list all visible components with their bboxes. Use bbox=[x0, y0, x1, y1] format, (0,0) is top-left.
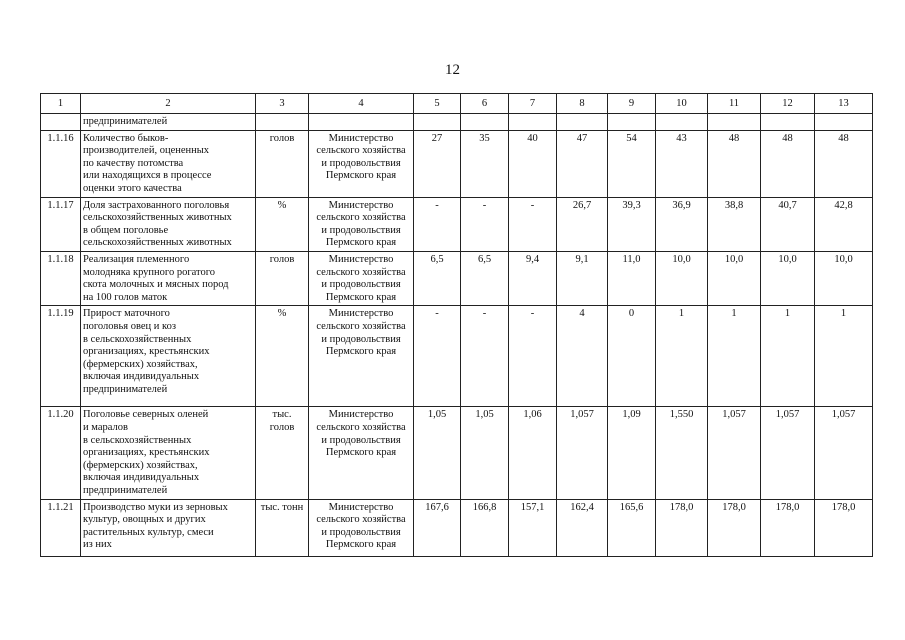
value-cell: 40,7 bbox=[761, 197, 815, 251]
cell-line: включая индивидуальных bbox=[83, 472, 200, 484]
cell-line: и продовольствия bbox=[321, 224, 401, 236]
indicator-name bbox=[81, 407, 256, 499]
continuation-row bbox=[41, 114, 873, 131]
cell-line: сельскохозяйственных животных bbox=[83, 237, 232, 249]
continuation-text: предпринимателей bbox=[81, 114, 256, 131]
empty-cell bbox=[656, 114, 708, 131]
value-cell: 166,8 bbox=[461, 499, 509, 556]
cell-line: Пермского края bbox=[325, 237, 397, 249]
value-cell: 11,0 bbox=[608, 251, 656, 305]
page-number: 12 bbox=[445, 62, 460, 78]
empty-cell bbox=[509, 114, 557, 131]
empty-cell bbox=[309, 114, 414, 131]
indicator-name bbox=[81, 251, 256, 305]
unit-cell bbox=[256, 197, 309, 251]
column-header: 5 bbox=[414, 94, 461, 114]
cell-line: на 100 голов маток bbox=[83, 291, 168, 303]
unit-cell bbox=[256, 407, 309, 499]
column-header: 9 bbox=[608, 94, 656, 114]
responsible-org bbox=[309, 407, 414, 499]
value-cell: 1 bbox=[656, 306, 708, 407]
empty-cell bbox=[815, 114, 873, 131]
responsible-org bbox=[309, 130, 414, 197]
empty-cell bbox=[608, 114, 656, 131]
column-header: 2 bbox=[81, 94, 256, 114]
indicator-name bbox=[81, 130, 256, 197]
cell-line: Количество быков- bbox=[83, 132, 169, 144]
value-cell: 48 bbox=[708, 130, 761, 197]
cell-line: Производство муки из зерновых bbox=[83, 501, 228, 513]
value-cell: 1 bbox=[708, 306, 761, 407]
column-header: 4 bbox=[309, 94, 414, 114]
value-cell: - bbox=[461, 197, 509, 251]
column-header: 3 bbox=[256, 94, 309, 114]
value-cell: 10,0 bbox=[815, 251, 873, 305]
value-cell: 157,1 bbox=[509, 499, 557, 556]
cell-line: Министерство bbox=[328, 501, 394, 513]
column-header: 12 bbox=[761, 94, 815, 114]
value-cell: - bbox=[509, 197, 557, 251]
cell-line: Министерство bbox=[328, 409, 394, 421]
cell-line: Прирост маточного bbox=[83, 308, 170, 320]
value-cell: 178,0 bbox=[656, 499, 708, 556]
value-cell: 38,8 bbox=[708, 197, 761, 251]
cell-line: и маралов bbox=[83, 421, 128, 433]
value-cell: - bbox=[414, 197, 461, 251]
column-header: 1 bbox=[41, 94, 81, 114]
value-cell: 35 bbox=[461, 130, 509, 197]
empty-cell bbox=[461, 114, 509, 131]
row-number: 1.1.21 bbox=[41, 499, 81, 556]
value-cell: 47 bbox=[557, 130, 608, 197]
cell-line: по качеству потомства bbox=[83, 157, 184, 169]
cell-line: в сельскохозяйственных bbox=[83, 434, 192, 446]
indicator-name bbox=[81, 306, 256, 407]
cell-line: предпринимателей bbox=[83, 383, 168, 395]
cell-line: сельского хозяйства bbox=[316, 421, 406, 433]
row-number: 1.1.18 bbox=[41, 251, 81, 305]
value-cell: 178,0 bbox=[708, 499, 761, 556]
row-number: 1.1.17 bbox=[41, 197, 81, 251]
cell-line: (фермерских) хозяйствах, bbox=[83, 358, 198, 370]
value-cell: 40 bbox=[509, 130, 557, 197]
column-header: 11 bbox=[708, 94, 761, 114]
cell-line: Министерство bbox=[328, 308, 394, 320]
cell-line: в общем поголовье bbox=[83, 224, 169, 236]
cell-line: голов bbox=[269, 132, 295, 144]
value-cell: 1,057 bbox=[557, 407, 608, 499]
value-cell: 10,0 bbox=[761, 251, 815, 305]
value-cell: 27 bbox=[414, 130, 461, 197]
cell-line: сельскохозяйственных животных bbox=[83, 212, 232, 224]
cell-line: сельского хозяйства bbox=[316, 514, 406, 526]
cell-line: % bbox=[277, 199, 287, 211]
value-cell: 178,0 bbox=[815, 499, 873, 556]
cell-line: сельского хозяйства bbox=[316, 266, 406, 278]
cell-line: организациях, крестьянских bbox=[83, 447, 210, 459]
value-cell: 1 bbox=[761, 306, 815, 407]
cell-line: производителей, оцененных bbox=[83, 145, 210, 157]
indicator-name bbox=[81, 499, 256, 556]
column-header: 7 bbox=[509, 94, 557, 114]
value-cell: - bbox=[461, 306, 509, 407]
cell-line: Пермского края bbox=[325, 447, 397, 459]
table-row bbox=[41, 499, 873, 556]
cell-line: оценки этого качества bbox=[83, 182, 182, 194]
empty-cell bbox=[761, 114, 815, 131]
cell-line: Доля застрахованного поголовья bbox=[83, 199, 230, 211]
table-row bbox=[41, 407, 873, 499]
value-cell: 162,4 bbox=[557, 499, 608, 556]
value-cell: 10,0 bbox=[708, 251, 761, 305]
cell-line: растительных культур, смеси bbox=[83, 526, 214, 538]
cell-line: сельского хозяйства bbox=[316, 212, 406, 224]
cell-line: молодняка крупного рогатого bbox=[83, 266, 216, 278]
empty-cell bbox=[557, 114, 608, 131]
cell-line: в сельскохозяйственных bbox=[83, 333, 192, 345]
column-header: 13 bbox=[815, 94, 873, 114]
column-header: 8 bbox=[557, 94, 608, 114]
cell-line: Пермского края bbox=[325, 170, 397, 182]
table-row bbox=[41, 251, 873, 305]
cell-line: Министерство bbox=[328, 253, 394, 265]
cell-line: голов bbox=[269, 253, 295, 265]
cell-line: и продовольствия bbox=[321, 434, 401, 446]
cell-line: организациях, крестьянских bbox=[83, 346, 210, 358]
cell-line: Министерство bbox=[328, 132, 394, 144]
value-cell: 9,4 bbox=[509, 251, 557, 305]
value-cell: 26,7 bbox=[557, 197, 608, 251]
unit-cell bbox=[256, 499, 309, 556]
indicators-table bbox=[40, 93, 873, 557]
responsible-org bbox=[309, 306, 414, 407]
value-cell: 6,5 bbox=[414, 251, 461, 305]
cell-line: тыс. тонн bbox=[260, 501, 304, 513]
cell-line: Пермского края bbox=[325, 291, 397, 303]
value-cell: - bbox=[414, 306, 461, 407]
value-cell: 1,057 bbox=[815, 407, 873, 499]
value-cell: 42,8 bbox=[815, 197, 873, 251]
value-cell: 1,06 bbox=[509, 407, 557, 499]
unit-cell bbox=[256, 251, 309, 305]
value-cell: 10,0 bbox=[656, 251, 708, 305]
empty-cell bbox=[256, 114, 309, 131]
value-cell: 165,6 bbox=[608, 499, 656, 556]
column-header: 6 bbox=[461, 94, 509, 114]
cell-line: включая индивидуальных bbox=[83, 371, 200, 383]
cell-line: голов bbox=[269, 421, 295, 433]
responsible-org bbox=[309, 197, 414, 251]
cell-line: Реализация племенного bbox=[83, 253, 190, 265]
value-cell: 0 bbox=[608, 306, 656, 407]
unit-cell bbox=[256, 130, 309, 197]
cell-line: и продовольствия bbox=[321, 279, 401, 291]
value-cell: 48 bbox=[761, 130, 815, 197]
cell-line: поголовья овец и коз bbox=[83, 320, 176, 332]
cell-line: Поголовье северных оленей bbox=[83, 409, 209, 421]
cell-line: из них bbox=[83, 539, 112, 551]
value-cell: 4 bbox=[557, 306, 608, 407]
cell-line: скота молочных и мясных пород bbox=[83, 279, 229, 291]
cell-line: сельского хозяйства bbox=[316, 145, 406, 157]
table-body bbox=[41, 94, 873, 557]
cell-line: Министерство bbox=[328, 199, 394, 211]
row-number: 1.1.19 bbox=[41, 306, 81, 407]
cell-line: (фермерских) хозяйствах, bbox=[83, 459, 198, 471]
table-row bbox=[41, 130, 873, 197]
cell-line: и продовольствия bbox=[321, 526, 401, 538]
cell-line: Пермского края bbox=[325, 539, 397, 551]
cell-line: предпринимателей bbox=[83, 484, 168, 496]
unit-cell bbox=[256, 306, 309, 407]
value-cell: 39,3 bbox=[608, 197, 656, 251]
column-number-row bbox=[41, 94, 873, 114]
table-row bbox=[41, 306, 873, 407]
cell-line: или находящихся в процессе bbox=[83, 170, 212, 182]
value-cell: 1,057 bbox=[761, 407, 815, 499]
value-cell: 9,1 bbox=[557, 251, 608, 305]
cell-line: культур, овощных и других bbox=[83, 514, 206, 526]
value-cell: 1 bbox=[815, 306, 873, 407]
value-cell: 54 bbox=[608, 130, 656, 197]
value-cell: - bbox=[509, 306, 557, 407]
cell-line: тыс. bbox=[272, 409, 292, 421]
empty-cell bbox=[414, 114, 461, 131]
value-cell: 1,057 bbox=[708, 407, 761, 499]
indicator-name bbox=[81, 197, 256, 251]
value-cell: 1,550 bbox=[656, 407, 708, 499]
empty-cell bbox=[708, 114, 761, 131]
value-cell: 6,5 bbox=[461, 251, 509, 305]
value-cell: 167,6 bbox=[414, 499, 461, 556]
value-cell: 178,0 bbox=[761, 499, 815, 556]
row-number: 1.1.16 bbox=[41, 130, 81, 197]
cell-line: % bbox=[277, 308, 287, 320]
column-header: 10 bbox=[656, 94, 708, 114]
cell-line: и продовольствия bbox=[321, 157, 401, 169]
value-cell: 43 bbox=[656, 130, 708, 197]
value-cell: 1,05 bbox=[461, 407, 509, 499]
responsible-org bbox=[309, 251, 414, 305]
table-row bbox=[41, 197, 873, 251]
cell-line: и продовольствия bbox=[321, 333, 401, 345]
responsible-org bbox=[309, 499, 414, 556]
value-cell: 1,09 bbox=[608, 407, 656, 499]
value-cell: 48 bbox=[815, 130, 873, 197]
empty-cell bbox=[41, 114, 81, 131]
cell-line: Пермского края bbox=[325, 346, 397, 358]
value-cell: 1,05 bbox=[414, 407, 461, 499]
row-number: 1.1.20 bbox=[41, 407, 81, 499]
value-cell: 36,9 bbox=[656, 197, 708, 251]
cell-line: сельского хозяйства bbox=[316, 320, 406, 332]
